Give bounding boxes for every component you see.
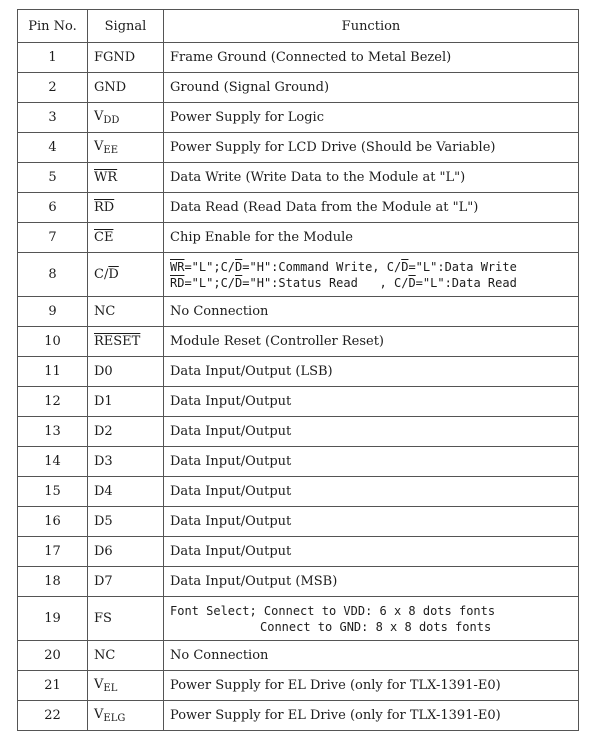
pin-number: 21	[18, 671, 88, 701]
signal-name	[88, 193, 164, 223]
signal-name	[88, 223, 164, 253]
pin-number: 7	[18, 223, 88, 253]
signal-subscript: DD	[103, 115, 120, 126]
table-row	[18, 327, 579, 357]
table-row	[18, 387, 579, 417]
function-text: ="L";C/	[184, 275, 236, 290]
pin-number: 14	[18, 447, 88, 477]
header-signal: Signal	[88, 10, 164, 43]
signal-name	[88, 253, 164, 297]
signal-name: FS	[88, 597, 164, 641]
table-row	[18, 537, 579, 567]
header-row	[18, 10, 579, 43]
pin-number: 4	[18, 133, 88, 163]
signal-subscript: EL	[103, 683, 118, 694]
function-description: Power Supply for EL Drive (only for TLX-1391-E0)	[164, 701, 579, 731]
pin-number: 15	[18, 477, 88, 507]
signal-name: D7	[88, 567, 164, 597]
signal-prefix: C/	[94, 267, 109, 282]
table-row	[18, 597, 579, 641]
signal-name: FGND	[88, 43, 164, 73]
overbar-text: $\overline{D}$	[401, 259, 409, 274]
function-line-1	[170, 259, 572, 275]
signal-name: GND	[88, 73, 164, 103]
function-description: Data Input/Output	[164, 387, 579, 417]
signal-subscript: ELG	[103, 713, 126, 724]
pin-number: 5	[18, 163, 88, 193]
function-description: No Connection	[164, 641, 579, 671]
signal-overbar-text: $\overline{CE}$	[94, 230, 114, 245]
pin-number: 12	[18, 387, 88, 417]
function-description: Frame Ground (Connected to Metal Bezel)	[164, 43, 579, 73]
function-description: Data Input/Output	[164, 477, 579, 507]
function-line-2	[170, 275, 572, 291]
function-description: Data Input/Output	[164, 537, 579, 567]
function-description: Ground (Signal Ground)	[164, 73, 579, 103]
pin-number: 18	[18, 567, 88, 597]
signal-name: D4	[88, 477, 164, 507]
pin-number: 22	[18, 701, 88, 731]
overbar-text: $\overline{D}$	[408, 275, 416, 290]
table-row	[18, 507, 579, 537]
function-description: Data Input/Output	[164, 417, 579, 447]
function-text: ="H":Status Read , C/	[242, 275, 409, 290]
function-description: Power Supply for LCD Drive (Should be Variable)	[164, 133, 579, 163]
table-row	[18, 43, 579, 73]
table-row	[18, 701, 579, 731]
table-row	[18, 133, 579, 163]
signal-name	[88, 103, 164, 133]
signal-name: D6	[88, 537, 164, 567]
function-line-2: Connect to GND: 8 x 8 dots fonts	[260, 619, 492, 634]
pin-number: 16	[18, 507, 88, 537]
pin-number: 10	[18, 327, 88, 357]
table-row	[18, 103, 579, 133]
signal-name: NC	[88, 297, 164, 327]
function-text: ="L";C/	[184, 259, 236, 274]
function-description: Power Supply for EL Drive (only for TLX-1391-E0)	[164, 671, 579, 701]
function-line-1: Font Select; Connect to VDD: 6 x 8 dots fonts	[170, 603, 496, 618]
overbar-text: $\overline{D}$	[235, 259, 243, 274]
signal-overbar-text: RESET	[94, 334, 141, 349]
header-pin-no: Pin No.	[18, 10, 88, 43]
signal-name	[88, 671, 164, 701]
table-row	[18, 357, 579, 387]
pin-number: 11	[18, 357, 88, 387]
signal-name	[88, 327, 164, 357]
signal-subscript: EE	[103, 145, 118, 156]
table-row	[18, 223, 579, 253]
signal-base: V	[94, 109, 104, 124]
table-row	[18, 417, 579, 447]
function-description: Data Input/Output (MSB)	[164, 567, 579, 597]
function-description	[164, 253, 579, 297]
pin-number: 19	[18, 597, 88, 641]
pin-table-container	[17, 9, 579, 731]
signal-base: V	[94, 707, 104, 722]
function-text: ="H":Command Write, C/	[242, 259, 402, 274]
function-description: Data Input/Output (LSB)	[164, 357, 579, 387]
signal-base: V	[94, 677, 104, 692]
signal-base: V	[94, 139, 104, 154]
signal-name: D1	[88, 387, 164, 417]
table-row	[18, 253, 579, 297]
pin-number: 17	[18, 537, 88, 567]
function-description: Data Read (Read Data from the Module at "L")	[164, 193, 579, 223]
function-description: Data Input/Output	[164, 447, 579, 477]
pin-number: 20	[18, 641, 88, 671]
function-description: Data Write (Write Data to the Module at "L")	[164, 163, 579, 193]
signal-overbar-text: $\overline{RD}$	[94, 200, 115, 215]
signal-overbar-text: $\overline{D}$	[108, 267, 119, 282]
pin-assignment-table	[17, 9, 579, 731]
pin-number: 13	[18, 417, 88, 447]
table-row	[18, 447, 579, 477]
signal-name	[88, 133, 164, 163]
pin-number: 6	[18, 193, 88, 223]
signal-overbar-text: $\overline{WR}$	[94, 170, 118, 185]
function-description: Module Reset (Controller Reset)	[164, 327, 579, 357]
function-description: No Connection	[164, 297, 579, 327]
table-row	[18, 567, 579, 597]
signal-name: NC	[88, 641, 164, 671]
pin-number: 9	[18, 297, 88, 327]
function-text: ="L":Data Read	[415, 275, 517, 290]
table-row	[18, 73, 579, 103]
signal-name: D0	[88, 357, 164, 387]
function-description	[164, 597, 579, 641]
signal-name	[88, 701, 164, 731]
pin-number: 1	[18, 43, 88, 73]
signal-name: D3	[88, 447, 164, 477]
header-function: Function	[164, 10, 579, 43]
pin-number: 3	[18, 103, 88, 133]
table-row	[18, 671, 579, 701]
pin-number: 8	[18, 253, 88, 297]
signal-name: D2	[88, 417, 164, 447]
overbar-text: $\overline{RD}$	[170, 275, 185, 290]
function-description: Chip Enable for the Module	[164, 223, 579, 253]
table-row	[18, 163, 579, 193]
signal-name: D5	[88, 507, 164, 537]
table-row	[18, 193, 579, 223]
overbar-text: $\overline{D}$	[235, 275, 243, 290]
overbar-text: $\overline{WR}$	[170, 259, 185, 274]
function-description: Power Supply for Logic	[164, 103, 579, 133]
table-row	[18, 641, 579, 671]
function-description: Data Input/Output	[164, 507, 579, 537]
table-row	[18, 297, 579, 327]
function-text: ="L":Data Write	[408, 259, 517, 274]
table-row	[18, 477, 579, 507]
pin-number: 2	[18, 73, 88, 103]
signal-name	[88, 163, 164, 193]
